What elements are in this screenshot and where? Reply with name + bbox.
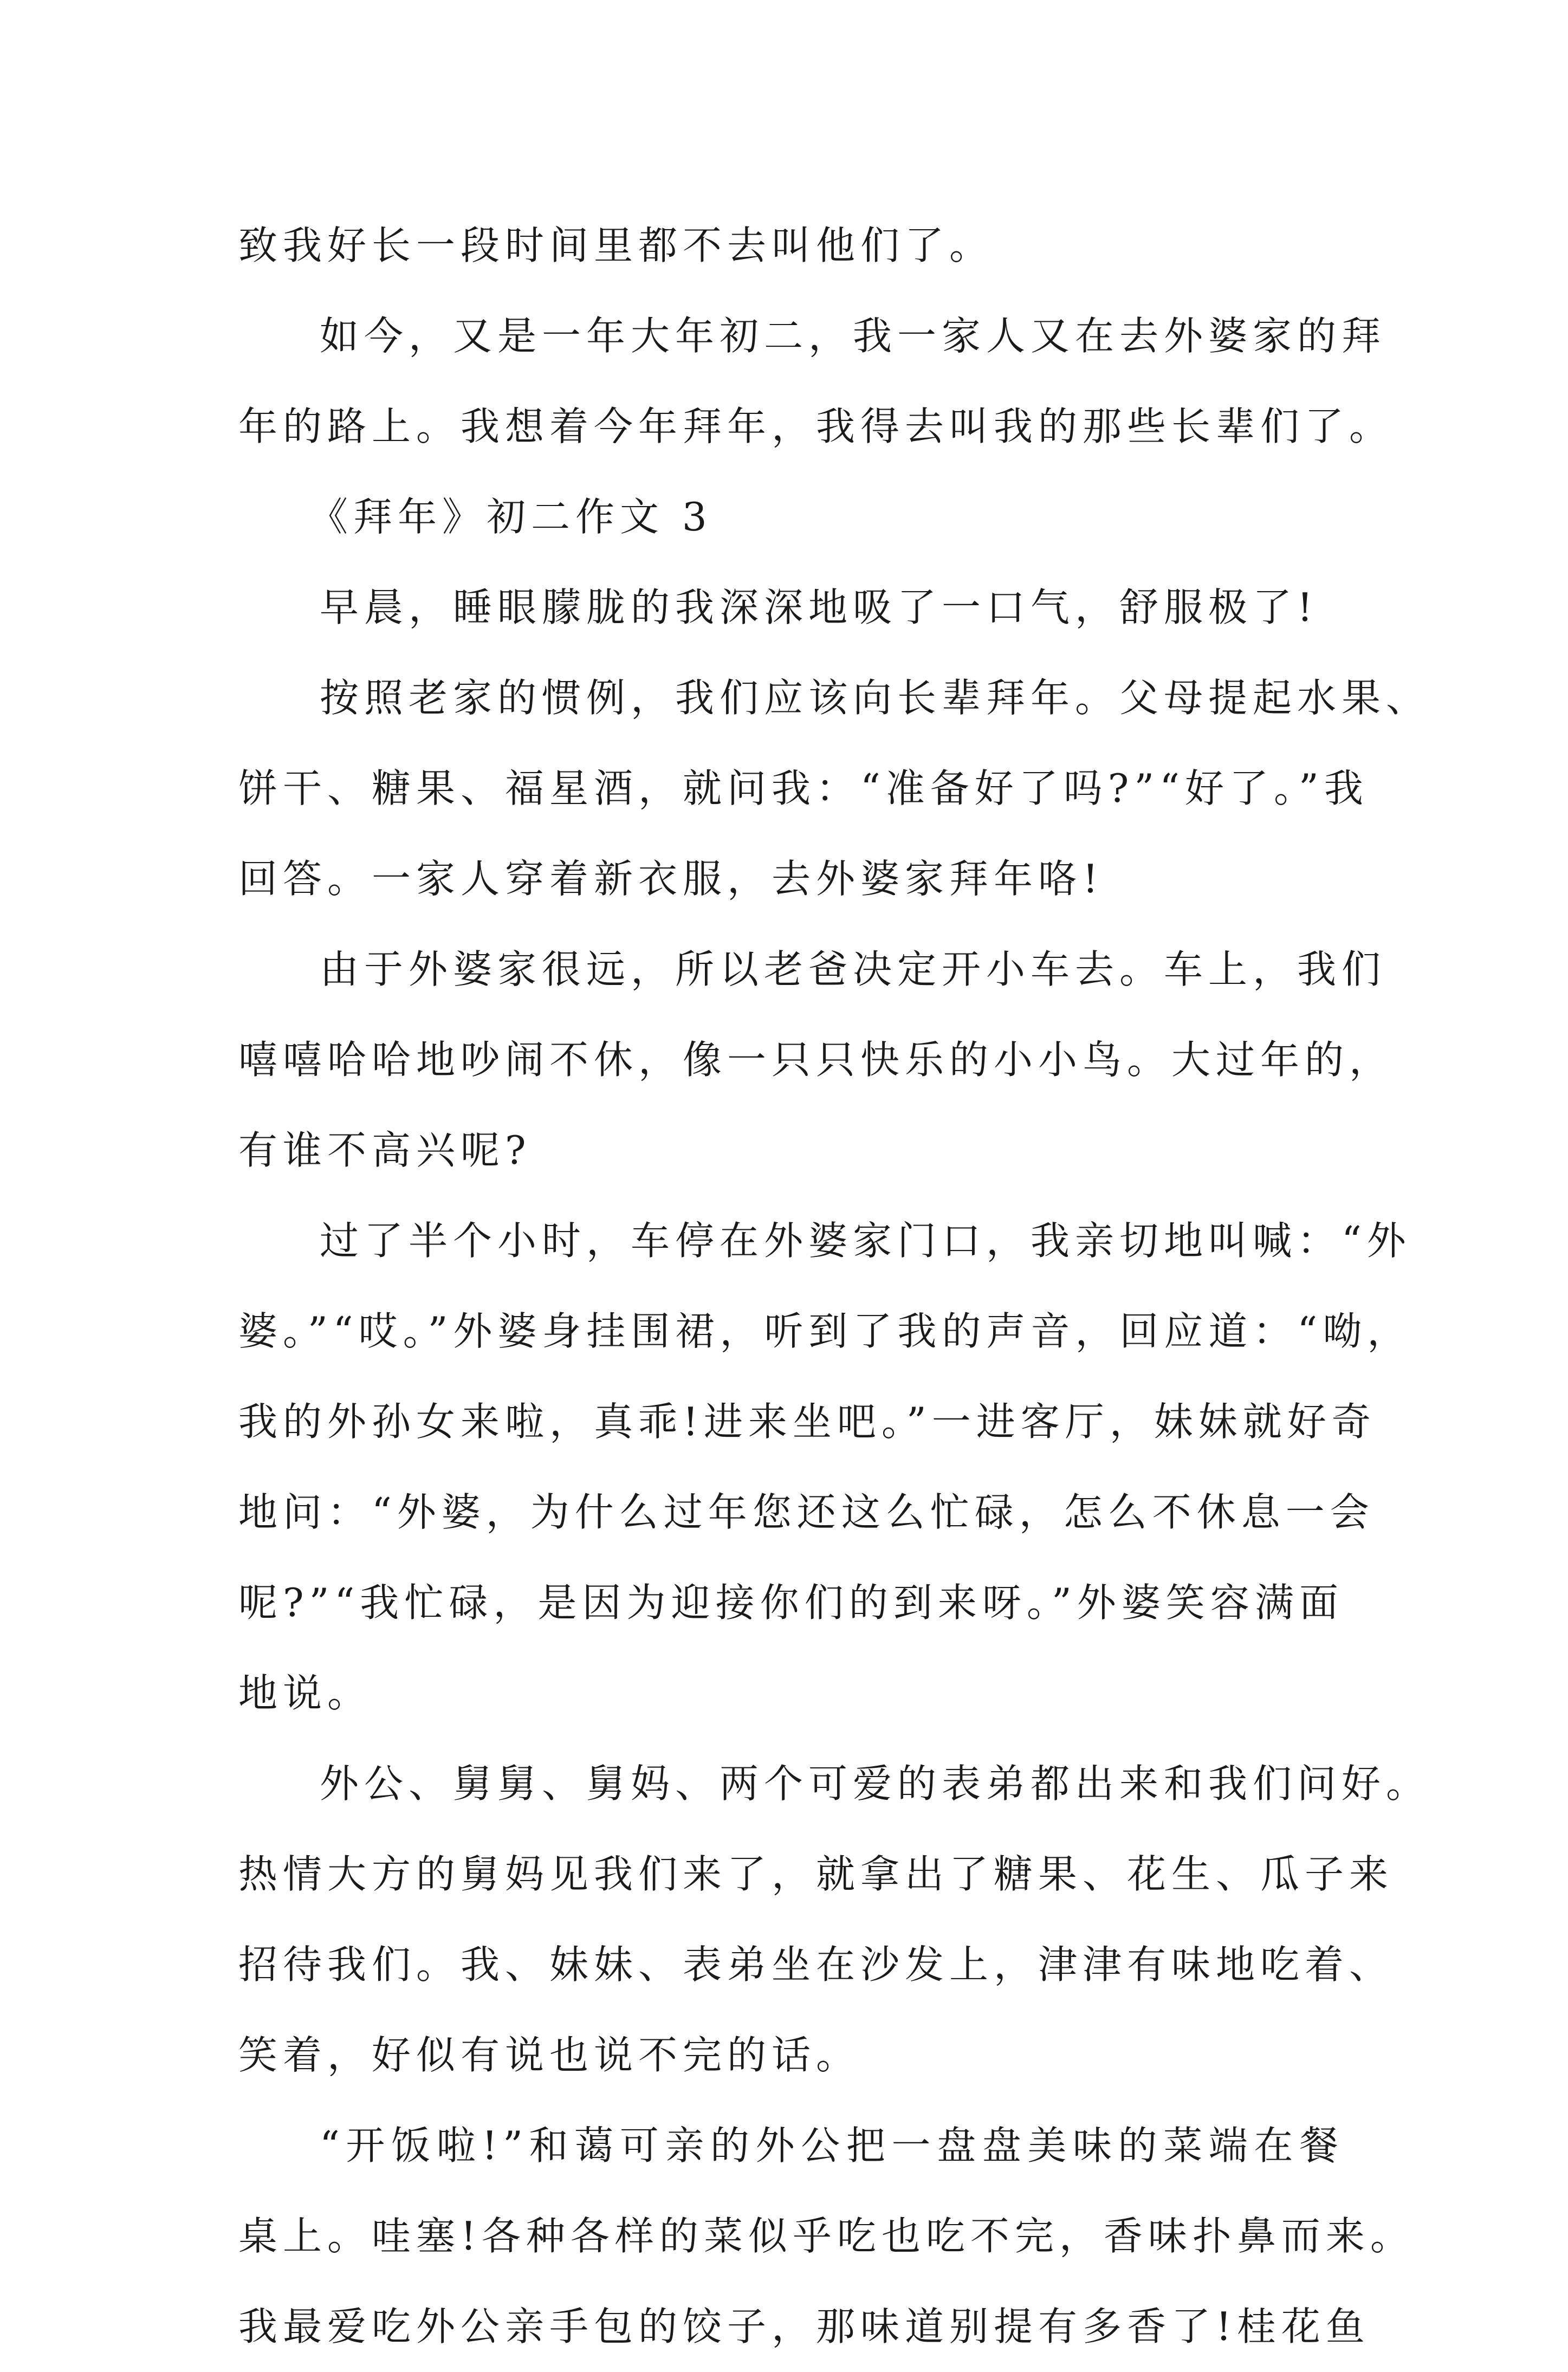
paragraph-line: 外公、舅舅、舅妈、两个可爱的表弟都出来和我们问好。 [320, 1761, 1431, 1806]
paragraph-line: 招待我们。我、妹妹、表弟坐在沙发上，津津有味地吃着、 [238, 1942, 1394, 1987]
paragraph-line: 我最爱吃外公亲手包的饺子，那味道别提有多香了!桂花鱼 [238, 2304, 1370, 2349]
text-column [238, 200, 1431, 2372]
paragraph-line: 由于外婆家很远，所以老爸决定开小车去。车上，我们 [320, 947, 1386, 992]
paragraph-line: 过了半个小时，车停在外婆家门口，我亲切地叫喊：“外 [320, 1218, 1411, 1263]
paragraph-line: 地说。 [238, 1670, 372, 1716]
paragraph-line: 有谁不高兴呢? [238, 1127, 532, 1173]
paragraph-line: 嘻嘻哈哈地吵闹不休，像一只只快乐的小小鸟。大过年的， [238, 1037, 1394, 1083]
paragraph-line: 按照老家的惯例，我们应该向长辈拜年。父母提起水果、 [320, 675, 1431, 721]
paragraph-line: 早晨，睡眼朦胧的我深深地吸了一口气，舒服极了! [320, 585, 1318, 630]
paragraph-line: 婆。”“哎。”外婆身挂围裙，听到了我的声音，回应道：“呦， [238, 1308, 1412, 1354]
paragraph-line: 如今，又是一年大年初二，我一家人又在去外婆家的拜 [320, 313, 1386, 359]
paragraph-line: “开饭啦!”和蔼可亲的外公把一盘盘美味的菜端在餐 [320, 2123, 1344, 2168]
paragraph-line: 回答。一家人穿着新衣服，去外婆家拜年咯! [238, 856, 1104, 902]
paragraph-line: 热情大方的舅妈见我们来了，就拿出了糖果、花生、瓜子来 [238, 1851, 1394, 1897]
paragraph-line: 呢?”“我忙碌，是因为迎接你们的到来呀。”外婆笑容满面 [238, 1580, 1344, 1625]
paragraph-line: 我的外孙女来啦，真乖!进来坐吧。”一进客厅，妹妹就好奇 [238, 1399, 1376, 1444]
paragraph-line: 地问：“外婆，为什么过年您还这么忙碌，怎么不休息一会 [238, 1489, 1375, 1535]
paragraph-line: 饼干、糖果、福星酒，就问我：“准备好了吗?”“好了。”我 [238, 766, 1369, 811]
paragraph-line: 笑着，好似有说也说不完的话。 [238, 2032, 861, 2078]
paragraph-line: 致我好长一段时间里都不去叫他们了。 [238, 223, 994, 268]
paragraph-line: 年的路上。我想着今年拜年，我得去叫我的那些长辈们了。 [238, 404, 1394, 449]
paragraph-line: 桌上。哇塞!各种各样的菜似乎吃也吃不完，香味扑鼻而来。 [238, 2213, 1415, 2259]
section-title: 《拜年》初二作文 3 [309, 494, 712, 540]
